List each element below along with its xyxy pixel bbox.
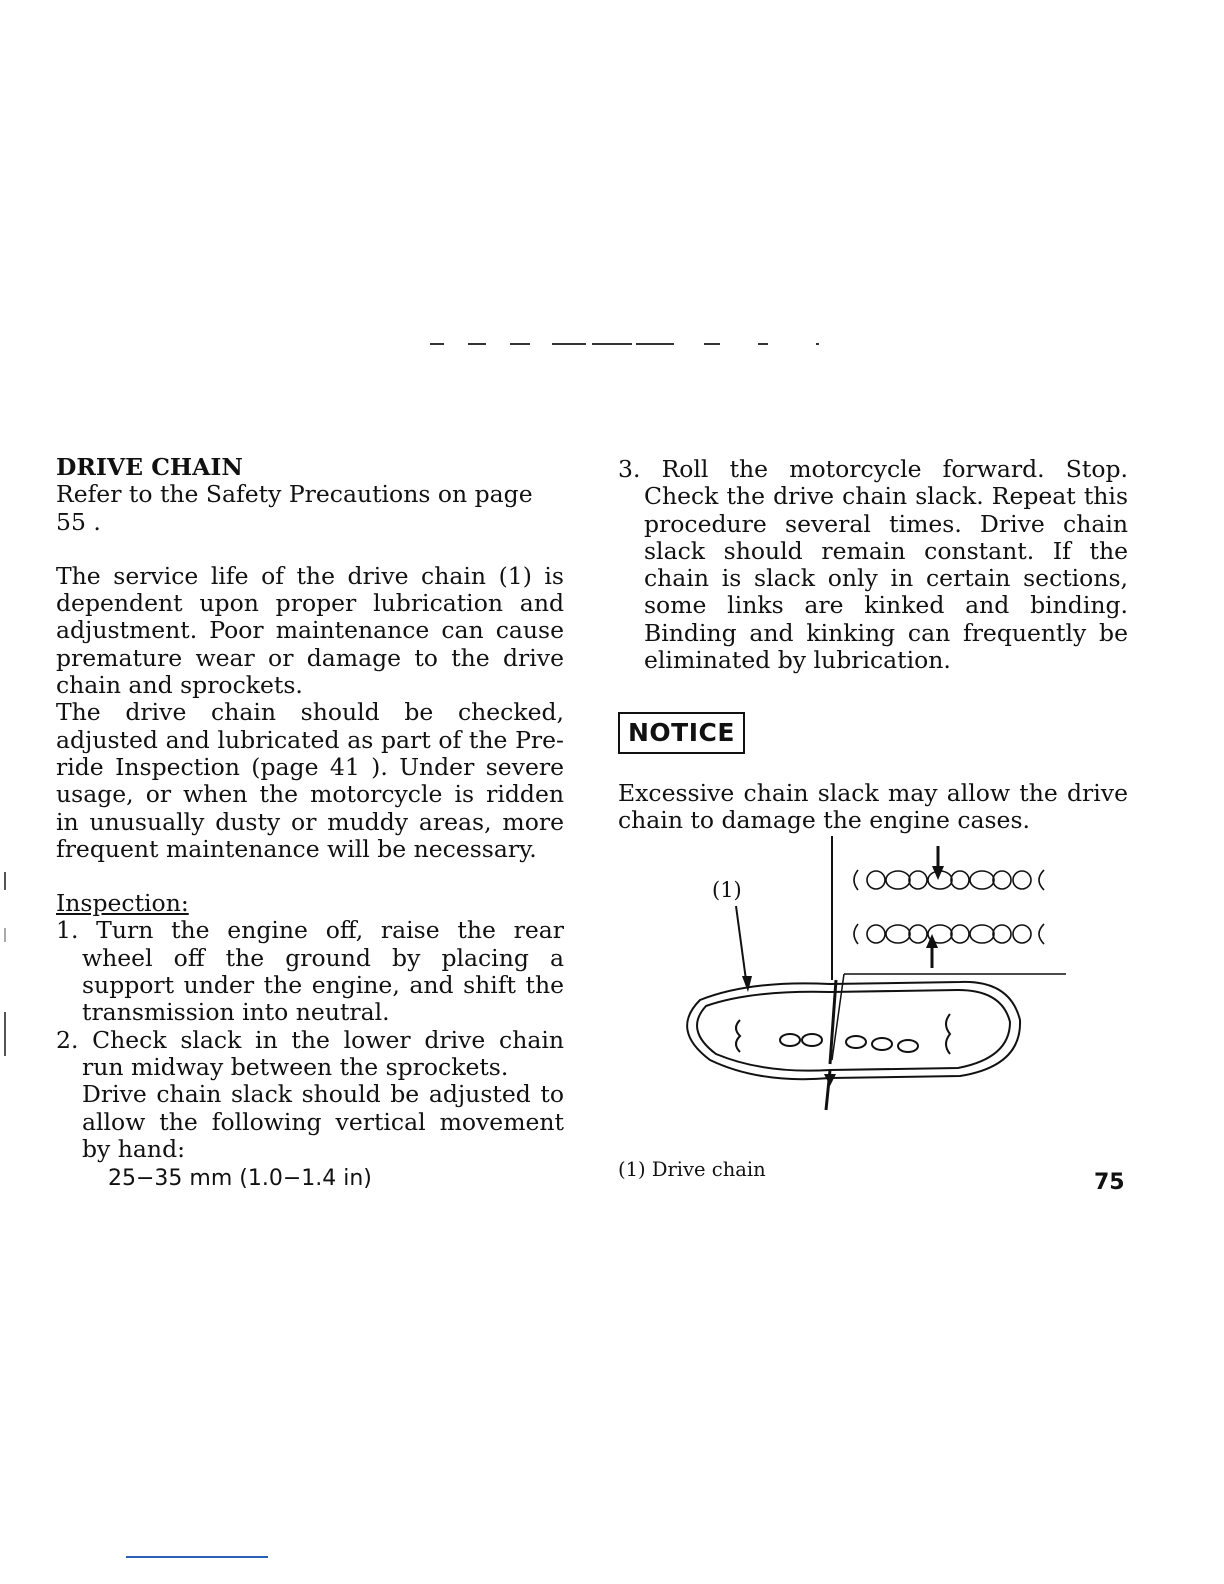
paragraph-check: The drive chain should be checked, adjusted and lubricated as part of the Pre-ride Inspection (page 41 ). Under severe usage, or when the motorcycle is ridden in unusually dusty or muddy areas, more frequent maintenance will be necessary. [56,698,564,863]
header-dashes [392,340,832,348]
intro-text: Refer to the Safety Precautions on page 55 . [56,480,533,536]
figure-callout: (1) [712,878,742,902]
right-column [618,456,1128,674]
chain-detail-top [854,870,1044,890]
chain-detail-bottom [854,924,1044,944]
footer-rule [126,1556,268,1558]
step-1: 1. Turn the engine off, raise the rear wheel off the ground by placing a support under the engine, and shift the transmission into neutral. [56,916,564,1027]
paragraph-service-life: The service life of the drive chain (1) is dependent upon proper lubrication and adjustment. Poor maintenance can cause premature wear or damage to the drive chain and sprockets. [56,561,564,700]
inspection-heading: Inspection: [56,889,189,918]
step-2-detail: Drive chain slack should be adjusted to allow the following vertical movement by hand: [82,1080,564,1163]
scan-mark [4,872,6,890]
figure-caption: (1) Drive chain [618,1157,766,1181]
scan-mark [4,1012,6,1056]
notice-label: NOTICE [618,712,745,754]
page-number: 75 [1094,1170,1125,1195]
notice-text: Excessive chain slack may allow the drive chain to damage the engine cases. [618,778,1128,834]
step-3: 3. Roll the motorcycle forward. Stop. Check the drive chain slack. Repeat this procedure several times. Drive chain slack should remain constant. If the chain is slack only in certain sections, some links are kinked and binding. Binding and kinking can frequently be eliminated by lubrication. [618,455,1128,675]
drive-chain-illustration [660,830,1080,1120]
scan-mark [4,928,6,942]
chain-loop [687,982,1020,1079]
slack-spec: 25−35 mm (1.0−1.4 in) [108,1166,372,1192]
section-title: DRIVE CHAIN [56,453,243,481]
drive-chain-figure [660,830,1080,1120]
step-2: 2. Check slack in the lower drive chain run midway between the sprockets. [56,1025,564,1081]
left-column [56,454,564,1192]
